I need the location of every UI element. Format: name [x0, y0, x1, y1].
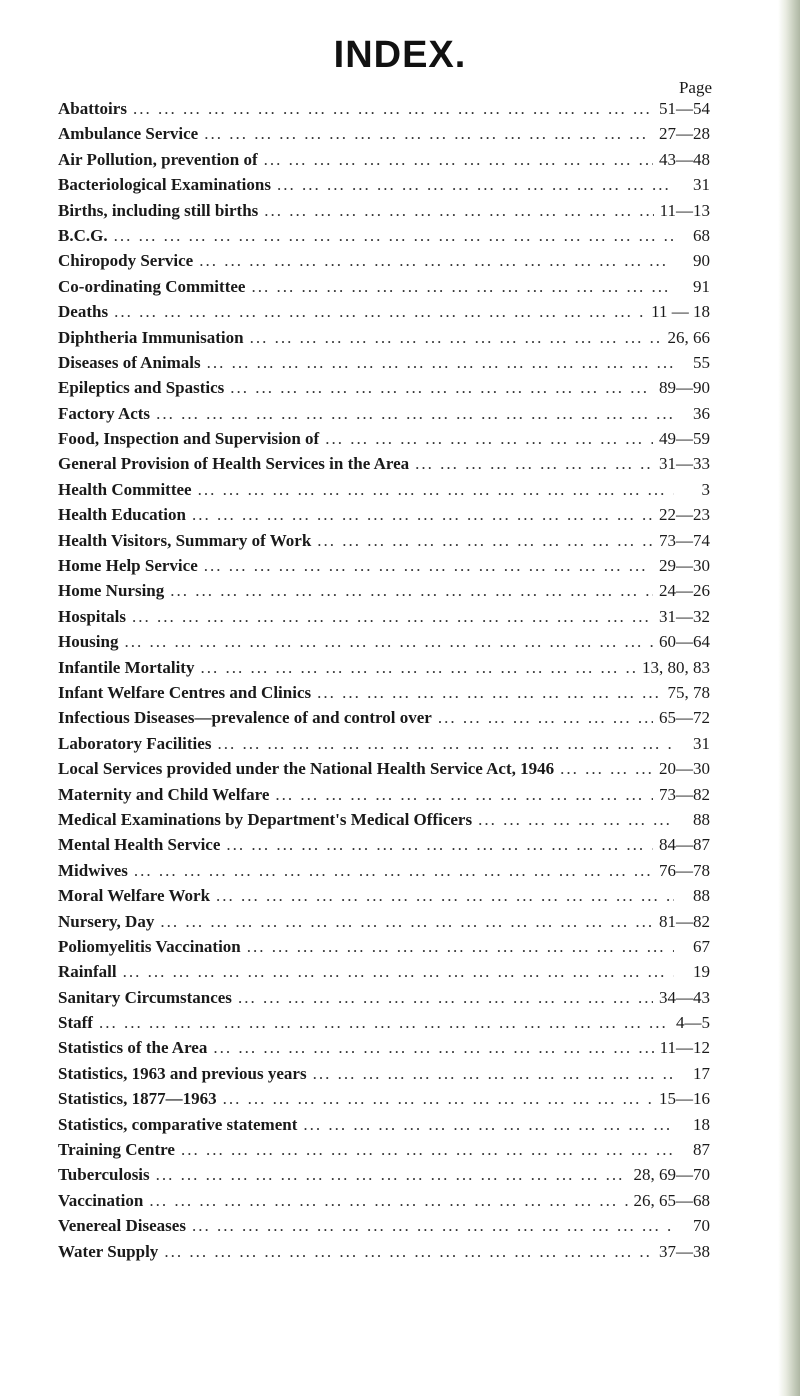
entry-pages: 11—13 [659, 200, 710, 220]
index-entry [58, 248, 710, 273]
entry-pages: 11—12 [659, 1038, 710, 1058]
entry-label: Moral Welfare Work [58, 886, 211, 906]
entry-label: Mental Health Service [58, 835, 221, 855]
index-entry [58, 96, 710, 121]
entry-pages: 67 [693, 936, 710, 956]
entry-label: Maternity and Child Welfare [58, 784, 270, 804]
entry-pages: 31—33 [659, 454, 710, 474]
dot-leader [204, 553, 653, 578]
index-entry [58, 883, 710, 908]
index-list [58, 96, 710, 1264]
index-entry [58, 477, 710, 502]
entry-label: Diseases of Animals [58, 352, 201, 372]
dot-leader [170, 578, 653, 603]
entry-pages: 51—54 [659, 99, 710, 118]
index-entry [58, 451, 710, 476]
dot-leader [216, 883, 674, 908]
dot-leader [133, 96, 653, 121]
entry-pages: 88 [693, 886, 710, 906]
dot-leader [114, 223, 674, 248]
index-entry [58, 223, 710, 248]
dot-leader [438, 705, 653, 730]
entry-label: Co-ordinating Committee [58, 276, 246, 296]
entry-pages: 89—90 [659, 378, 710, 398]
index-entry [58, 756, 710, 781]
entry-pages: 15—16 [659, 1089, 710, 1109]
entry-label: Statistics, 1963 and previous years [58, 1063, 307, 1083]
entry-pages: 27—28 [659, 124, 710, 144]
entry-label: Home Help Service [58, 556, 198, 576]
entry-label: Nursery, Day [58, 911, 155, 931]
index-entry [58, 858, 710, 883]
index-entry [58, 655, 710, 680]
entry-pages: 13, 80, 83 [642, 657, 710, 677]
entry-pages: 49—59 [659, 429, 710, 449]
index-entry [58, 934, 710, 959]
entry-label: General Provision of Health Services in the Area [58, 454, 410, 474]
entry-pages: 73—82 [659, 784, 710, 804]
entry-pages: 43—48 [659, 149, 710, 169]
entry-pages: 22—23 [659, 505, 710, 525]
entry-label: Deaths [58, 302, 109, 322]
index-entry [58, 299, 710, 324]
entry-label: Infectious Diseases—prevalence of and control over [58, 708, 432, 728]
entry-label: Food, Inspection and Supervision of [58, 429, 320, 449]
index-title: INDEX. [333, 34, 467, 76]
entry-pages: 87 [693, 1140, 710, 1160]
index-entry [58, 578, 710, 603]
entry-label: Epileptics and Spastics [58, 378, 225, 398]
dot-leader [303, 1112, 674, 1137]
entry-pages: 20—30 [659, 759, 710, 779]
dot-leader [275, 782, 653, 807]
entry-label: Births, including still births [58, 200, 259, 220]
index-entry [58, 705, 710, 730]
entry-pages: 81—82 [659, 911, 710, 931]
dot-leader [213, 1035, 653, 1060]
dot-leader [317, 680, 661, 705]
index-entry [58, 959, 710, 984]
dot-leader [149, 1188, 627, 1213]
entry-label: Bacteriological Examinations [58, 175, 271, 195]
dot-leader [478, 807, 674, 832]
dot-leader [247, 934, 674, 959]
index-entry [58, 1086, 710, 1111]
entry-pages: 31—32 [659, 606, 710, 626]
entry-pages: 55 [693, 352, 710, 372]
entry-pages: 65—72 [659, 708, 710, 728]
entry-pages: 60—64 [659, 632, 710, 652]
entry-pages: 31 [693, 175, 710, 195]
entry-pages: 29—30 [659, 556, 710, 576]
index-entry [58, 147, 710, 172]
dot-leader [198, 477, 674, 502]
entry-label: Tuberculosis [58, 1165, 150, 1185]
index-entry [58, 1112, 710, 1137]
entry-label: Venereal Diseases [58, 1216, 186, 1236]
entry-label: Factory Acts [58, 403, 151, 423]
entry-pages: 73—74 [659, 530, 710, 550]
dot-leader [132, 604, 653, 629]
entry-label: Housing [58, 632, 119, 652]
entry-label: Rainfall [58, 962, 117, 982]
entry-pages: 4—5 [676, 1013, 710, 1033]
entry-pages: 11 — 18 [651, 302, 710, 322]
dot-leader [317, 528, 653, 553]
entry-pages: 28, 69—70 [633, 1165, 710, 1185]
index-entry [58, 553, 710, 578]
entry-label: Hospitals [58, 606, 127, 626]
index-entry [58, 629, 710, 654]
entry-label: Air Pollution, prevention of [58, 149, 258, 169]
entry-pages: 26, 66 [667, 327, 710, 347]
entry-label: Midwives [58, 860, 128, 880]
entry-label: Statistics, comparative statement [58, 1114, 298, 1134]
entry-label: Training Centre [58, 1140, 175, 1160]
dot-leader [264, 147, 653, 172]
index-entry [58, 1035, 710, 1060]
dot-leader [160, 909, 653, 934]
entry-pages: 36 [693, 403, 710, 423]
entry-pages: 84—87 [659, 835, 710, 855]
entry-label: Poliomyelitis Vaccination [58, 936, 241, 956]
dot-leader [264, 198, 653, 223]
index-entry [58, 121, 710, 146]
page-column-header: Page [678, 78, 712, 97]
index-entry [58, 1061, 710, 1086]
index-entry [58, 1010, 710, 1035]
entry-label: Chiropody Service [58, 251, 194, 271]
dot-leader [114, 299, 645, 324]
entry-label: Sanitary Circumstances [58, 987, 232, 1007]
entry-label: Local Services provided under the National Health Service Act, 1946 [58, 759, 555, 779]
dot-leader [181, 1137, 674, 1162]
entry-pages: 75, 78 [667, 682, 710, 702]
entry-pages: 3 [701, 479, 710, 499]
page-edge-shadow [778, 0, 800, 1396]
index-entry [58, 502, 710, 527]
index-entry [58, 401, 710, 426]
entry-pages: 90 [693, 251, 710, 271]
index-entry [58, 1162, 710, 1187]
entry-label: Health Visitors, Summary of Work [58, 530, 312, 550]
dot-leader [223, 1086, 653, 1111]
entry-pages: 34—43 [659, 987, 710, 1007]
dot-leader [156, 1162, 628, 1187]
dot-leader [217, 731, 674, 756]
dot-leader [134, 858, 653, 883]
entry-pages: 91 [693, 276, 710, 296]
dot-leader [200, 655, 636, 680]
entry-pages: 68 [693, 225, 710, 245]
index-entry [58, 528, 710, 553]
dot-leader [192, 502, 653, 527]
index-entry [58, 350, 710, 375]
entry-label: Staff [58, 1013, 93, 1033]
dot-leader [226, 832, 653, 857]
index-entry [58, 731, 710, 756]
entry-pages: 31 [693, 733, 710, 753]
dot-leader [277, 172, 674, 197]
entry-pages: 24—26 [659, 581, 710, 601]
index-entry [58, 172, 710, 197]
dot-leader [415, 451, 653, 476]
entry-pages: 17 [693, 1063, 710, 1083]
index-entry [58, 1137, 710, 1162]
index-entry [58, 832, 710, 857]
dot-leader [207, 350, 674, 375]
dot-leader [560, 756, 653, 781]
index-entry [58, 782, 710, 807]
entry-label: Diphtheria Immunisation [58, 327, 244, 347]
entry-pages: 26, 65—68 [633, 1190, 710, 1210]
entry-label: Health Education [58, 505, 186, 525]
dot-leader [124, 629, 653, 654]
entry-label: Laboratory Facilities [58, 733, 212, 753]
dot-leader [204, 121, 653, 146]
entry-label: Infant Welfare Centres and Clinics [58, 682, 312, 702]
dot-leader [325, 426, 653, 451]
entry-label: Infantile Mortality [58, 657, 195, 677]
entry-label: Health Committee [58, 479, 192, 499]
index-entry [58, 198, 710, 223]
entry-pages: 70 [693, 1216, 710, 1236]
dot-leader [238, 985, 653, 1010]
dot-leader [251, 274, 674, 299]
entry-label: Statistics, 1877—1963 [58, 1089, 217, 1109]
dot-leader [164, 1239, 653, 1264]
index-entry [58, 680, 710, 705]
entry-label: Abattoirs [58, 99, 127, 118]
index-entry [58, 807, 710, 832]
entry-label: Statistics of the Area [58, 1038, 208, 1058]
index-entry [58, 604, 710, 629]
index-entry [58, 426, 710, 451]
index-entry [58, 985, 710, 1010]
dot-leader [99, 1010, 670, 1035]
dot-leader [156, 401, 674, 426]
dot-leader [123, 959, 674, 984]
entry-pages: 19 [693, 962, 710, 982]
index-entry [58, 325, 710, 350]
dot-leader [192, 1213, 674, 1238]
entry-label: Medical Examinations by Department's Medical Officers [58, 809, 473, 829]
entry-label: Ambulance Service [58, 124, 199, 144]
entry-pages: 88 [693, 809, 710, 829]
entry-pages: 76—78 [659, 860, 710, 880]
entry-label: Water Supply [58, 1241, 159, 1261]
entry-pages: 37—38 [659, 1241, 710, 1261]
index-entry [58, 909, 710, 934]
entry-label: B.C.G. [58, 225, 108, 245]
entry-label: Vaccination [58, 1190, 144, 1210]
entry-pages: 18 [693, 1114, 710, 1134]
dot-leader [230, 375, 653, 400]
index-entry [58, 375, 710, 400]
index-entry [58, 1239, 710, 1264]
index-entry [58, 274, 710, 299]
dot-leader [313, 1061, 674, 1086]
dot-leader [250, 325, 662, 350]
dot-leader [199, 248, 674, 273]
entry-label: Home Nursing [58, 581, 165, 601]
index-entry [58, 1188, 710, 1213]
index-entry [58, 1213, 710, 1238]
